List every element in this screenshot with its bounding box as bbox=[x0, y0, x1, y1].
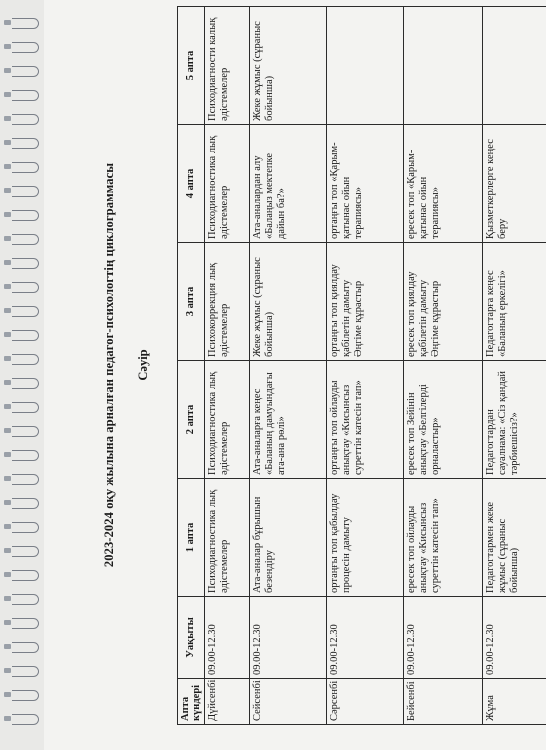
table-row bbox=[327, 7, 404, 725]
cell-day: Сейсенбі bbox=[250, 679, 327, 725]
binding-ring bbox=[12, 594, 39, 605]
table-header-row bbox=[178, 7, 205, 725]
binding-ring bbox=[12, 522, 39, 533]
cell-week-3: Психокоррекция лық әдістемелер bbox=[205, 243, 250, 361]
cyclogram-table bbox=[177, 6, 546, 725]
binding-ring bbox=[12, 138, 39, 149]
cell-week-2: Психодиагностика лық әдістемелер bbox=[205, 361, 250, 479]
binding-ring bbox=[12, 186, 39, 197]
cell-week-4: ортаңғы топ «Қарым-қатынас ойын терапиясы» bbox=[327, 125, 404, 243]
cell-week-5: Жеке жұмыс (сұраныс бойынша) bbox=[250, 7, 327, 125]
binding-ring bbox=[12, 378, 39, 389]
binding-ring bbox=[12, 546, 39, 557]
cell-week-3: ересек топ қиялдау қабілетін дамыту Әңгіме құрастыр bbox=[404, 243, 483, 361]
binding-ring bbox=[12, 114, 39, 125]
binding-ring bbox=[12, 282, 39, 293]
cell-week-1: Психодиагностика лық әдістемелер bbox=[205, 479, 250, 597]
cell-day: Жұма bbox=[483, 679, 546, 725]
rotated-content bbox=[102, 5, 538, 725]
cell-week-3: ортаңғы топ қиялдау қабілетін дамыту Әңгіме құрастыр bbox=[327, 243, 404, 361]
binding-ring bbox=[12, 690, 39, 701]
cell-week-1: ортаңғы топ қабылдау процесін дамыту bbox=[327, 479, 404, 597]
cell-week-1: ересек топ ойлауды анықтау «Кисынсыз суреттін катесін тап» bbox=[404, 479, 483, 597]
binding-ring bbox=[12, 570, 39, 581]
binding-ring bbox=[12, 498, 39, 509]
binding-ring bbox=[12, 474, 39, 485]
binding-ring bbox=[12, 354, 39, 365]
header-time: Уақыты bbox=[178, 597, 205, 679]
month-subtitle: Сәуір bbox=[136, 349, 150, 381]
cell-time: 09.00-12.30 bbox=[250, 597, 327, 679]
binding-ring bbox=[12, 234, 39, 245]
cell-week-2: ортаңғы топ ойлауды анықтау «Кисынсыз суреттін катесін тап» bbox=[327, 361, 404, 479]
cell-time: 09.00-12.30 bbox=[483, 597, 546, 679]
cell-week-4: Психодиагностика лық әдістемелер bbox=[205, 125, 250, 243]
binding-ring bbox=[12, 402, 39, 413]
cell-week-5: Психодиагности калық әдістемелер bbox=[205, 7, 250, 125]
paper-page bbox=[44, 0, 546, 750]
cell-week-1: Ата-аналар бұрышын безендіру bbox=[250, 479, 327, 597]
binding-ring bbox=[12, 642, 39, 653]
cell-time: 09.00-12.30 bbox=[327, 597, 404, 679]
binding-ring bbox=[12, 330, 39, 341]
header-day: Апта күндері bbox=[178, 679, 205, 725]
header-week-5: 5 апта bbox=[178, 7, 205, 125]
cell-week-4: Ата-аналардан алу «Балаңыз мектепке дайын ба?» bbox=[250, 125, 327, 243]
binding-ring bbox=[12, 618, 39, 629]
cell-week-4: ересек топ «Қарым-қатынас ойын терапиясы» bbox=[404, 125, 483, 243]
cell-week-2: Ата-аналарға кеңес «Баланың дамуындағы ата-ана рөлі» bbox=[250, 361, 327, 479]
binding-ring bbox=[12, 258, 39, 269]
table-row bbox=[250, 7, 327, 725]
binding-ring bbox=[12, 90, 39, 101]
header-week-4: 4 апта bbox=[178, 125, 205, 243]
spiral-binding bbox=[0, 0, 40, 750]
cell-day: Бейсенбі bbox=[404, 679, 483, 725]
cell-week-2: Педагогтардан сауалнама: «Сіз қандай тәрбиешісіз?» bbox=[483, 361, 546, 479]
cell-week-1: Педагогтармен жеке жұмыс (сұраныс бойынша) bbox=[483, 479, 546, 597]
cell-week-5 bbox=[404, 7, 483, 125]
binding-ring bbox=[12, 306, 39, 317]
binding-ring bbox=[12, 714, 39, 725]
cell-week-4: Қызметкерлерге кеңес беру bbox=[483, 125, 546, 243]
binding-ring bbox=[12, 450, 39, 461]
cell-day: Дүйсенбі bbox=[205, 679, 250, 725]
header-week-1: 1 апта bbox=[178, 479, 205, 597]
header-week-3: 3 апта bbox=[178, 243, 205, 361]
table-row bbox=[404, 7, 483, 725]
document-title: 2023-2024 оқу жылына арналған педагог-психологтің циклограммасы bbox=[102, 162, 116, 568]
header-week-2: 2 апта bbox=[178, 361, 205, 479]
cell-time: 09.00-12.30 bbox=[205, 597, 250, 679]
binding-ring bbox=[12, 666, 39, 677]
binding-ring bbox=[12, 210, 39, 221]
cell-week-5 bbox=[327, 7, 404, 125]
table-row bbox=[205, 7, 250, 725]
binding-ring bbox=[12, 18, 39, 29]
binding-ring bbox=[12, 66, 39, 77]
table-row bbox=[483, 7, 546, 725]
binding-ring bbox=[12, 42, 39, 53]
cell-week-5 bbox=[483, 7, 546, 125]
cell-week-3: Педагогтарға кеңес «Баланың еркелігі» bbox=[483, 243, 546, 361]
binding-ring bbox=[12, 162, 39, 173]
cell-time: 09.00-12.30 bbox=[404, 597, 483, 679]
binding-ring bbox=[12, 426, 39, 437]
cell-day: Сәрсенбі bbox=[327, 679, 404, 725]
cell-week-3: Жеке жұмыс (сұраныс бойынша) bbox=[250, 243, 327, 361]
cell-week-2: ересек топ Зейінін анықтау «Белгілерді орналастыр» bbox=[404, 361, 483, 479]
